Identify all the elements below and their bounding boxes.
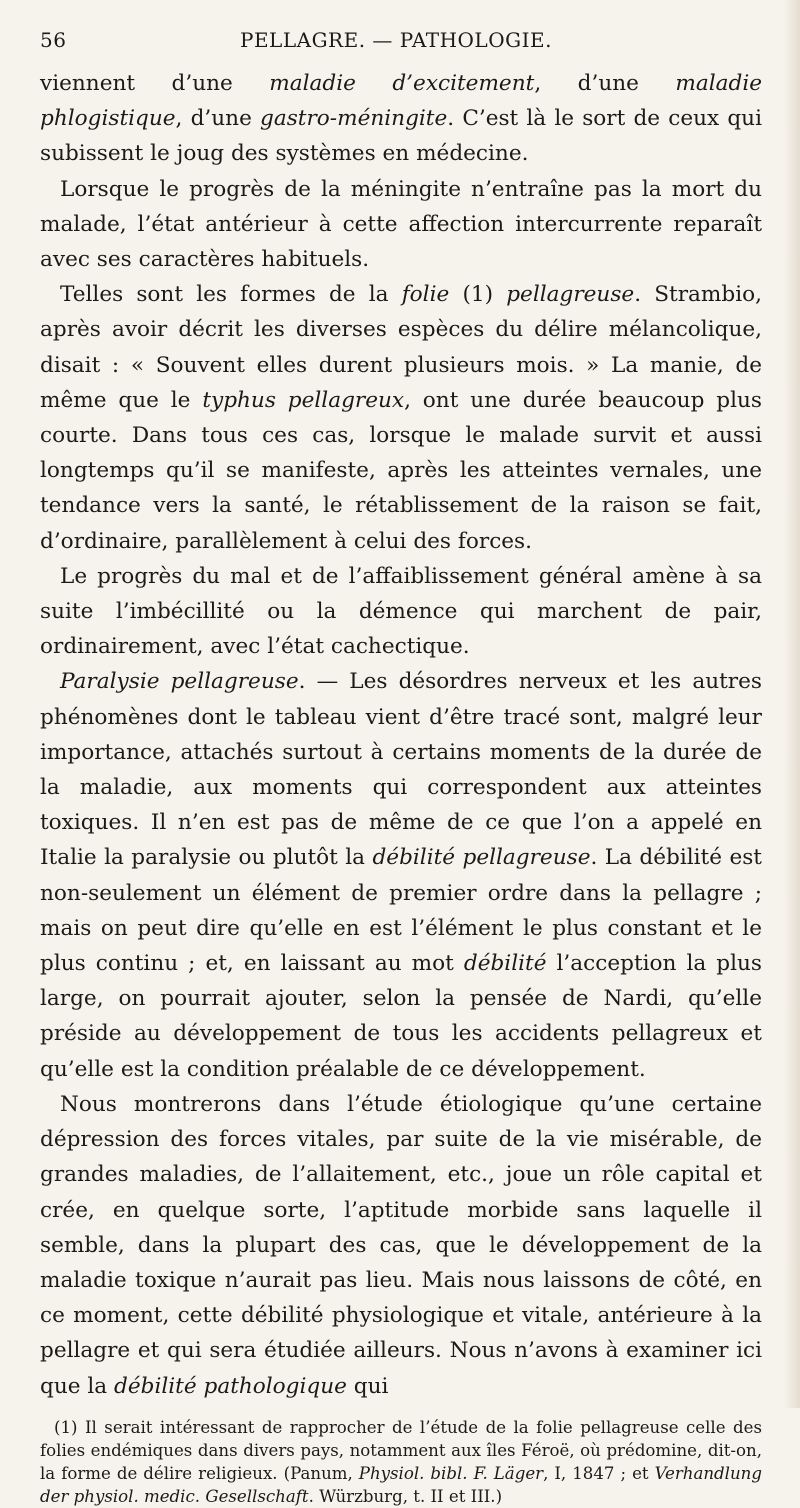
paragraph-etiologie: Nous montrerons dans l’étude étiologique qu’une certaine dépression des forces vitales, par suite de la vie misérable, de grandes maladies, de l’allaitement, etc., joue un rôle capital et crée, en quelque sorte, l’aptitude morbide sans laquelle il semble, dans la plupart des cas, que le développement de la maladie toxique n’aurait pas lieu. Mais nous laissons de côté, en ce moment, cette débilité physiologique et vitale, antérieure à la pellagre et qui sera étudiée ailleurs. Nous n’avons à examiner ici que la débilité pathologique qui <box>40 1091 762 1399</box>
paragraph-continuation: viennent d’une maladie d’excitement, d’une maladie phlogistique, d’une gastro-méningite. C’est là le sort de ceux qui subissent le joug des systèmes en médecine. <box>40 71 763 167</box>
running-head <box>40 28 762 52</box>
paragraph-meningite: Lorsque le progrès de la méningite n’entraîne pas la mort du malade, l’état antérieur à cette affection intercurrente reparaît avec ses caractères habituels. <box>40 176 762 273</box>
body-text <box>40 66 762 1404</box>
footnote <box>40 1416 762 1508</box>
paragraph-folie-pellagreuse: Telles sont les formes de la folie (1) pellagreuse. Strambio, après avoir décrit les diverses espèces du délire mélancolique, disait : « Souvent elles durent plusieurs mois. » La manie, de même que le typhus pellagreux, ont une durée beaucoup plus courte. Dans tous ces cas, lorsque le malade survit et aussi longtemps qu’il se manifeste, après les atteintes vernales, une tendance vers la santé, le rétablissement de la raison se fait, d’ordinaire, parallèlement à celui des forces. <box>40 282 762 554</box>
page-edge-shadow <box>784 0 800 1408</box>
paragraph-demence: Le progrès du mal et de l’affaiblissement général amène à sa suite l’imbécillité ou la démence qui marchent de pair, ordinairement, avec l’état cachectique. <box>40 563 762 660</box>
running-title: PELLAGRE. — PATHOLOGIE. <box>240 28 552 52</box>
footnote-1: (1) Il serait intéressant de rapprocher de l’étude de la folie pellagreuse celle des folies endémiques dans divers pays, notamment aux îles Féroë, où prédomine, dit-on, la forme de délire religieux. (Panum, Physiol. bibl. F. Läger, I, 1847 ; et Verhandlung der physiol. medic. Gesellschaft. Würzburg, t. II et III.) <box>40 1417 762 1506</box>
section-heading-paralysie: Paralysie pellagreuse <box>60 669 299 695</box>
page-number: 56 <box>40 28 67 52</box>
paragraph-paralysie: Paralysie pellagreuse. — Les désordres nerveux et les autres phénomènes dont le tableau vient d’être tracé sont, malgré leur importance, attachés surtout à certains moments de la durée de la maladie, aux moments qui correspondent aux atteintes toxiques. Il n’en est pas de même de ce que l’on a appelé en Italie la paralysie ou plutôt la débilité pellagreuse. La débilité est non-seulement un élément de premier ordre dans la pellagre ; mais on peut dire qu’elle en est l’élément le plus constant et le plus continu ; et, en laissant au mot débilité l’acception la plus large, on pourrait ajouter, selon la pensée de Nardi, qu’elle préside au développement de tous les accidents pellagreux et qu’elle est la condition préalable de ce développement. <box>40 669 762 1082</box>
book-page <box>40 28 762 1508</box>
